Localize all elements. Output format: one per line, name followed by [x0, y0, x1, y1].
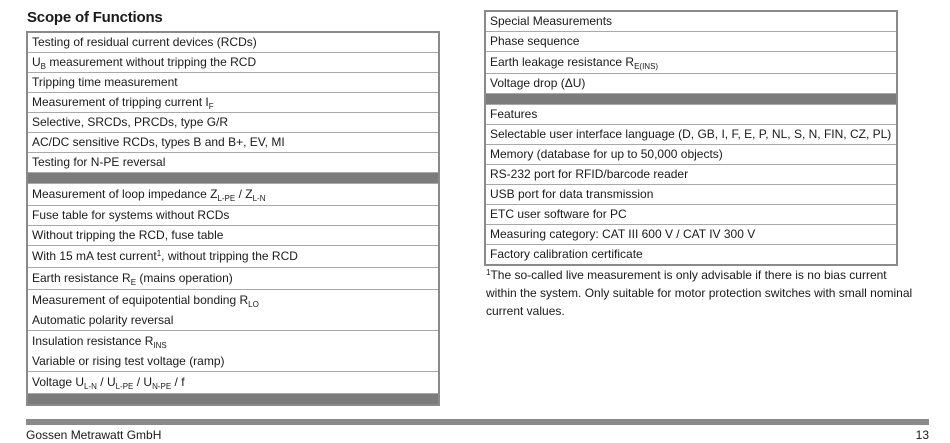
row-text: RS-232 port for RFID/barcode reader [490, 167, 689, 181]
table-row [28, 184, 438, 206]
footer-company: Gossen Metrawatt GmbH [26, 428, 162, 442]
row-text: $U_B$ measurement without tripping the RCD [32, 55, 257, 71]
table-row [28, 352, 438, 372]
table-row [486, 225, 896, 245]
row-text: Without tripping the RCD, fuse table [32, 228, 224, 242]
table-row [28, 33, 438, 53]
table-row [486, 245, 896, 264]
row-text: Testing for N-PE reversal [32, 155, 166, 169]
footer-rule [26, 419, 929, 425]
table-row [28, 246, 438, 268]
row-text: Selectable user interface language (D, GB, I, F, E, P, NL, S, N, FIN, CZ, PL) [490, 127, 892, 141]
functions-table [26, 31, 440, 406]
table-row [28, 290, 438, 311]
row-text: Phase sequence [490, 34, 580, 48]
table-row [28, 73, 438, 93]
row-text: Voltage $U_{L-N} / U_{L-PE} / U_{N-PE}$ / f [32, 375, 185, 391]
table-row [28, 113, 438, 133]
row-text: Automatic polarity reversal [32, 313, 174, 327]
row-text: Factory calibration certificate [490, 247, 643, 261]
table-row [28, 206, 438, 226]
footnote [486, 266, 916, 320]
row-text: Selective, SRCDs, PRCDs, type G/R [32, 115, 229, 129]
row-text: Earth leakage resistance $R_{E(INS)}$ [490, 55, 659, 71]
row-text: Insulation resistance $R_{INS}$ [32, 334, 167, 350]
table-row [486, 105, 896, 125]
table-row [486, 145, 896, 165]
table-row [486, 205, 896, 225]
table-row [486, 165, 896, 185]
row-text: Variable or rising test voltage (ramp) [32, 354, 225, 368]
row-text: Tripping time measurement [32, 75, 178, 89]
features-table [484, 10, 898, 266]
table-row [486, 185, 896, 205]
row-text: Testing of residual current devices (RCDs) [32, 35, 257, 49]
page-heading: Scope of Functions [27, 9, 163, 26]
row-text: Measuring category: CAT III 600 V / CAT IV 300 V [490, 227, 756, 241]
row-text: AC/DC sensitive RCDs, types B and B+, EV, MI [32, 135, 285, 149]
footnote-marker: 1 [486, 268, 491, 277]
table-row [486, 32, 896, 52]
row-text: ETC user software for PC [490, 207, 627, 221]
row-text: Memory (database for up to 50,000 objects) [490, 147, 723, 161]
table-row [28, 331, 438, 352]
table-row [486, 74, 896, 94]
row-text: Features [490, 107, 538, 121]
table-row [486, 125, 896, 145]
row-text: Measurement of loop impedance $Z_{L-PE} / Z_{L-N}$ [32, 187, 266, 203]
row-text: Fuse table for systems without RCDs [32, 208, 230, 222]
table-row [28, 133, 438, 153]
table-row [28, 226, 438, 246]
section-divider [28, 394, 438, 404]
table-row [28, 153, 438, 173]
section-divider [486, 94, 896, 105]
table-row [28, 372, 438, 394]
row-text: Measurement of tripping current $I_F$ [32, 95, 214, 111]
table-row [486, 12, 896, 32]
row-text: USB port for data transmission [490, 187, 654, 201]
table-row [28, 268, 438, 290]
table-row [28, 93, 438, 113]
table-row [28, 311, 438, 331]
row-text: Special Measurements [490, 14, 613, 28]
row-text: Earth resistance $R_E$ (mains operation) [32, 271, 233, 287]
footnote-text: The so-called live measurement is only advisable if there is no bias current within the system. Only suitable for motor protection switches with small nominal current values. [486, 268, 913, 318]
row-text: Voltage drop (ΔU) [490, 76, 586, 90]
table-row [486, 52, 896, 74]
page-number: 13 [915, 428, 929, 442]
section-divider [28, 173, 438, 184]
table-row [28, 53, 438, 73]
row-text: Measurement of equipotential bonding $R_{LO}$ [32, 293, 259, 309]
row-text: With 15 mA test current$^1$, without tripping the RCD [32, 249, 298, 263]
